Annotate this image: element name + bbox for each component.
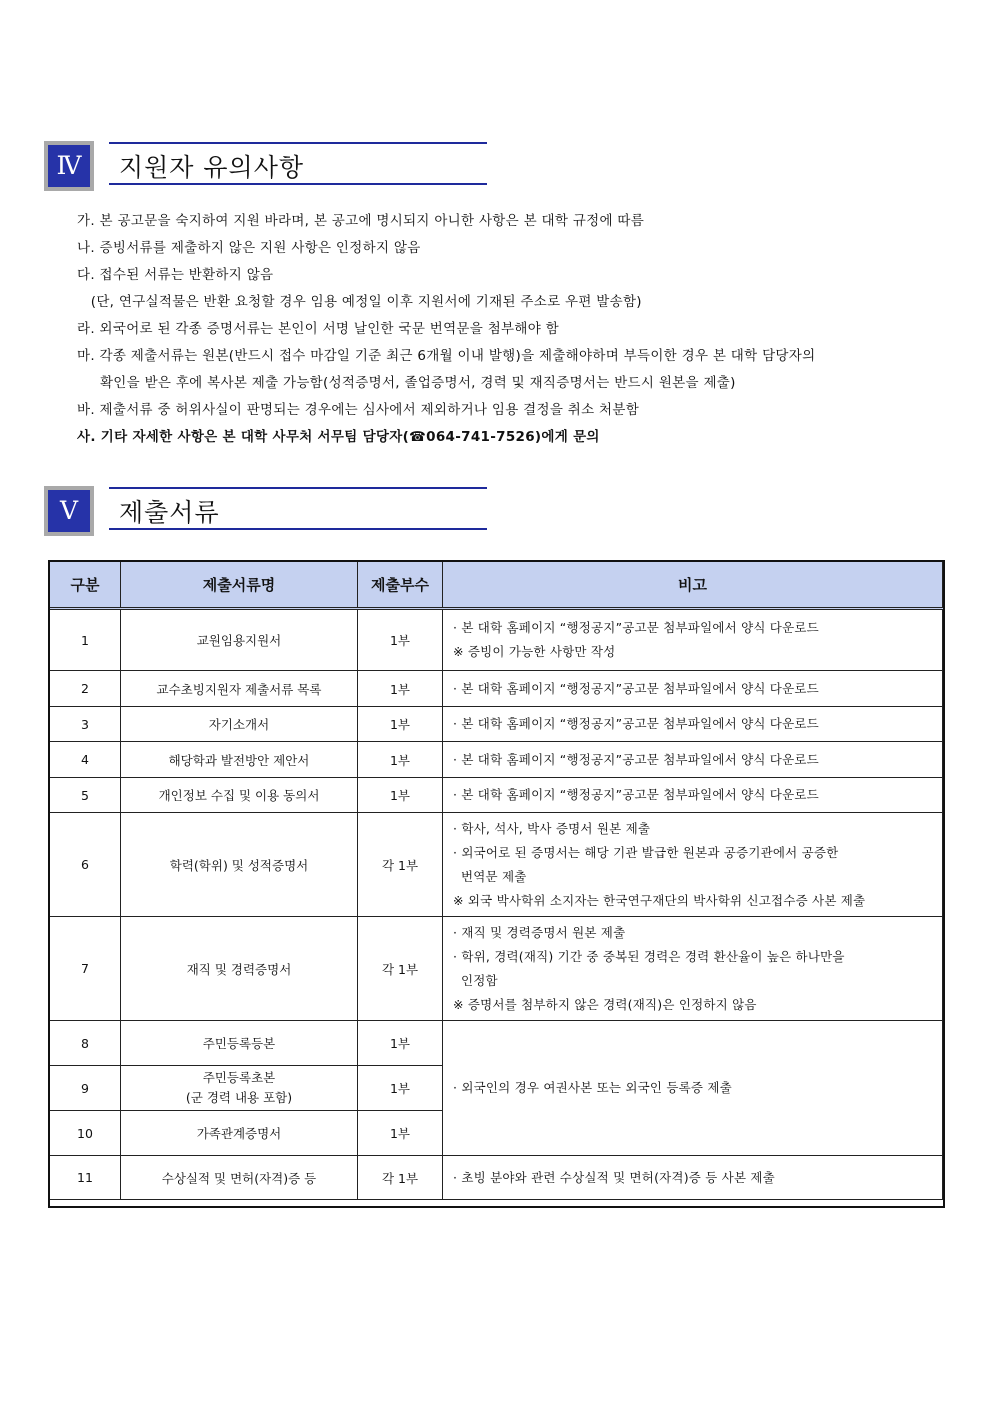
section-5-bottom-rule: [109, 528, 487, 530]
remark-line: · 재직 및 경력증명서 원본 제출: [453, 924, 626, 940]
note-ma: 마. 각종 제출서류는 원본(반드시 접수 마감일 기준 최근 6개월 이내 발행)을 제출해야하며 부득이한 경우 본 대학 담당자의: [77, 348, 816, 364]
documents-table: [49, 561, 943, 1200]
copies: 1부: [358, 1066, 443, 1111]
table-row: [50, 707, 943, 742]
section-5-top-rule: [109, 487, 487, 489]
section-4-top-rule: [109, 142, 487, 144]
document-name: 가족관계증명서: [121, 1111, 358, 1156]
remark-line: ※ 외국 박사학위 소지자는 한국연구재단의 박사학위 신고접수증 사본 제출: [453, 892, 866, 908]
header-category: 구분: [50, 562, 121, 609]
document-name-line: 주민등록초본: [202, 1070, 276, 1085]
remarks: [443, 778, 943, 813]
note-da-detail: (단, 연구실적물은 반환 요청할 경우 임용 예정일 이후 지원서에 기재된 주소로 우편 발송함): [77, 294, 642, 310]
remark-line: · 본 대학 홈페이지 “행정공지”공고문 첨부파일에서 양식 다운로드: [453, 716, 819, 731]
header-document-name: 제출서류명: [121, 562, 358, 609]
remarks: [443, 813, 943, 917]
table-row: [50, 778, 943, 813]
row-number: 7: [50, 917, 121, 1021]
remarks: [443, 707, 943, 742]
header-remarks: 비고: [443, 562, 943, 609]
document-name: [121, 1066, 358, 1111]
row-number: 10: [50, 1111, 121, 1156]
copies: 각 1부: [358, 1156, 443, 1200]
row-number: 2: [50, 671, 121, 707]
remark-line: 번역문 제출: [461, 868, 527, 884]
table-row: [50, 671, 943, 707]
row-number: 6: [50, 813, 121, 917]
document-name: 해당학과 발전방안 제안서: [121, 742, 358, 778]
note-da: 다. 접수된 서류는 반환하지 않음: [77, 267, 274, 283]
remark-line: · 본 대학 홈페이지 “행정공지”공고문 첨부파일에서 양식 다운로드: [453, 751, 819, 767]
document-name: 교수초빙지원자 제출서류 목록: [121, 671, 358, 707]
remarks: [443, 609, 943, 671]
section-5-badge: [44, 486, 94, 536]
row-number: 3: [50, 707, 121, 742]
table-row: [50, 917, 943, 1021]
remark-line: · 학위, 경력(재직) 기간 중 중복된 경력은 경력 환산율이 높은 하나만을: [453, 948, 845, 964]
section-5-title: 제출서류: [119, 498, 220, 527]
section-5-number: Ⅴ: [48, 490, 90, 532]
table-row: [50, 1021, 943, 1066]
remarks: [443, 671, 943, 707]
copies: 1부: [358, 778, 443, 813]
document-name: 수상실적 및 면허(자격)증 등: [121, 1156, 358, 1200]
notes-list: [77, 208, 815, 451]
row-number: 4: [50, 742, 121, 778]
remarks: [443, 917, 943, 1021]
remarks: [443, 742, 943, 778]
section-4-bottom-rule: [109, 183, 487, 185]
document-name: 교원임용지원서: [121, 609, 358, 671]
table-row: [50, 813, 943, 917]
row-number: 8: [50, 1021, 121, 1066]
document-name: 자기소개서: [121, 707, 358, 742]
copies: 1부: [358, 1111, 443, 1156]
remark-line: · 외국어로 된 증명서는 해당 기관 발급한 원본과 공증기관에서 공증한: [453, 844, 839, 860]
remark-line: · 본 대학 홈페이지 “행정공지”공고문 첨부파일에서 양식 다운로드: [453, 620, 819, 635]
note-na: 나. 증빙서류를 제출하지 않은 지원 사항은 인정하지 않음: [77, 240, 421, 256]
table-row: [50, 1156, 943, 1200]
remark-line: ※ 증명서를 첨부하지 않은 경력(재직)은 인정하지 않음: [453, 996, 757, 1012]
document-name: 개인정보 수집 및 이용 동의서: [121, 778, 358, 813]
remark-line: · 초빙 분야와 관련 수상실적 및 면허(자격)증 등 사본 제출: [453, 1169, 775, 1185]
copies: 1부: [358, 707, 443, 742]
row-number: 11: [50, 1156, 121, 1200]
row-number: 9: [50, 1066, 121, 1111]
table-row: [50, 742, 943, 778]
remarks-merged: [443, 1021, 943, 1156]
remark-line: · 학사, 석사, 박사 증명서 원본 제출: [453, 820, 651, 836]
copies: 1부: [358, 1021, 443, 1066]
remark-line: · 본 대학 홈페이지 “행정공지”공고문 첨부파일에서 양식 다운로드: [453, 787, 819, 802]
note-ma-detail: 확인을 받은 후에 복사본 제출 가능함(성적증명서, 졸업증명서, 경력 및 재직증명서는 반드시 원본을 제출): [77, 375, 736, 391]
section-4-title: 지원자 유의사항: [119, 153, 304, 182]
remark-line: · 본 대학 홈페이지 “행정공지”공고문 첨부파일에서 양식 다운로드: [453, 680, 819, 696]
section-4-badge: [44, 141, 94, 191]
remark-line: · 외국인의 경우 여권사본 또는 외국인 등록증 제출: [453, 1080, 732, 1095]
remark-line: ※ 증빙이 가능한 사항만 작성: [453, 644, 616, 659]
row-number: 1: [50, 609, 121, 671]
document-name: 학력(학위) 및 성적증명서: [121, 813, 358, 917]
note-ra: 라. 외국어로 된 각종 증명서류는 본인이 서명 날인한 국문 번역문을 첨부해야 함: [77, 321, 560, 337]
header-copies: 제출부수: [358, 562, 443, 609]
note-ga: 가. 본 공고문을 숙지하여 지원 바라며, 본 공고에 명시되지 아니한 사항은 본 대학 규정에 따름: [77, 213, 645, 229]
document-name-note: (군 경력 내용 포함): [185, 1090, 293, 1105]
copies: 1부: [358, 671, 443, 707]
copies: 1부: [358, 609, 443, 671]
document-name: 주민등록등본: [121, 1021, 358, 1066]
document-name: 재직 및 경력증명서: [121, 917, 358, 1021]
remark-line: 인정함: [461, 972, 498, 988]
copies: 각 1부: [358, 917, 443, 1021]
row-number: 5: [50, 778, 121, 813]
remarks: [443, 1156, 943, 1200]
note-sa: 사. 기타 자세한 사항은 본 대학 사무처 서무팀 담당자(☎064-741-7526)에게 문의: [77, 429, 600, 445]
section-4-number: Ⅳ: [48, 145, 90, 187]
table-row: [50, 609, 943, 671]
note-ba: 바. 제출서류 중 허위사실이 판명되는 경우에는 심사에서 제외하거나 임용 결정을 취소 처분함: [77, 402, 640, 418]
copies: 각 1부: [358, 813, 443, 917]
table-header-row: [50, 562, 943, 609]
copies: 1부: [358, 742, 443, 778]
